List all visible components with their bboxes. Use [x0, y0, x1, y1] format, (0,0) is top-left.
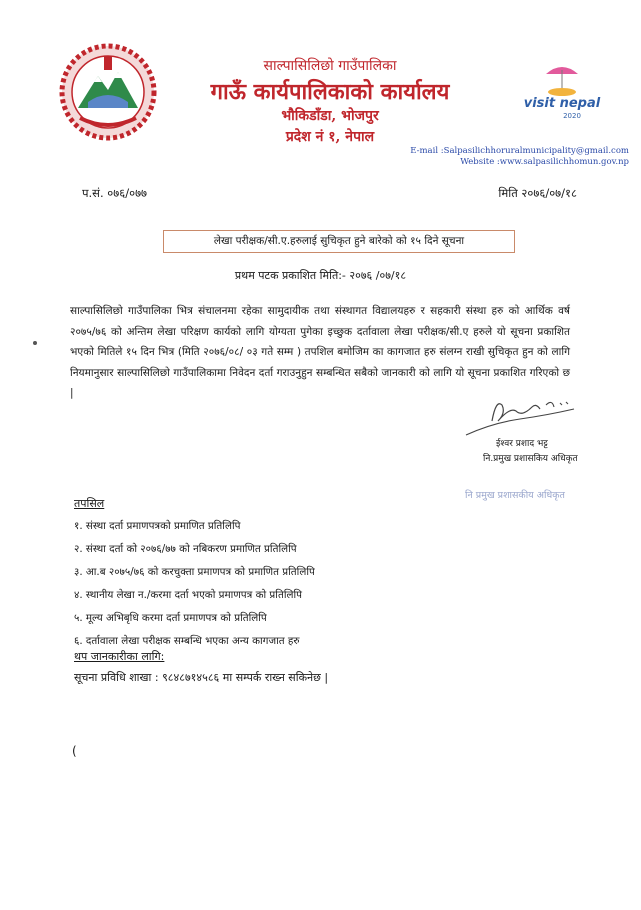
margin-dot: [33, 341, 37, 345]
reference-number: प.सं. ०७६/०७७: [82, 186, 148, 200]
office-location: भौकिडाँडा, भोजपुर: [281, 108, 379, 124]
official-stamp: नि प्रमुख प्रशासकीय अधिकृत: [465, 490, 565, 501]
visit-nepal-logo: [512, 60, 612, 122]
annex-list: [74, 515, 315, 653]
letter-date: मिति २०७६/०७/१८: [498, 186, 577, 200]
notice-title: लेखा परीक्षक/सी.ए.हरुलाई सुचिकृत हुने बारेको को १५ दिने सूचना: [163, 230, 515, 253]
municipality-name: साल्पासिलिछो गाउँपालिका: [263, 58, 397, 74]
website-line: Website :www.salpasilichhomun.gov.np: [460, 157, 629, 167]
stray-mark: (: [72, 744, 77, 758]
annex-item: ५. मूल्य अभिबृधि करमा दर्ता प्रमाणपत्र को प्रतिलिपि: [74, 612, 267, 624]
annex-item: १. संस्था दर्ता प्रमाणपत्रको प्रमाणित प्रतिलिपि: [74, 520, 241, 532]
province-line: प्रदेश नं १, नेपाल: [285, 129, 375, 145]
email-line: E-mail :Salpasilichhoruralmunicipality@gmail.com: [410, 146, 629, 156]
government-emblem-logo: [58, 42, 158, 142]
published-date: प्रथम पटक प्रकाशित मिति:- २०७६ /०७/१८: [234, 269, 407, 282]
handwritten-signature: [462, 393, 580, 441]
signatory-title: नि.प्रमुख प्रशासकिय अधिकृत: [483, 454, 578, 464]
svg-text:visit nepal: visit nepal: [523, 96, 601, 111]
more-info-contact: सूचना प्रविधि शाखा : ९८४८७१४५८६ मा सम्पर्क राख्न सकिनेछ |: [74, 671, 329, 684]
annex-item: ४. स्थानीय लेखा न./करमा दर्ता भएको प्रमाणपत्र को प्रतिलिपि: [74, 589, 302, 601]
annex-item: २. संस्था दर्ता को २०७६/७७ को नबिकरण प्रमाणित प्रतिलिपि: [74, 543, 297, 555]
notice-body: साल्पासिलिछो गाउँपालिका भित्र संचालनमा रहेका सामुदायीक तथा संस्थागत विद्यालयहरु र सहकारी संस्था हरु को आर्थिक वर्ष २०७५/७६ को अन्तिम लेखा परिक्षण कार्यको लागि योग्यता पुगेका इच्छुक दर्तावाला लेखा परीक्षक/सी.ए हरुले यो सूचना प्रकाशित भएको मितिले १५ दिन भित्र (मिति २०७६/०८/ ०३ गते सम्म ) तपशिल बमोजिम का कागजात हरु संलग्न राखी सुचिकृत हुन को लागि नियमानुसार साल्पासिलिछो गाउँपालिकामा निवेदन दर्ता गराउनुहुन सम्बन्धित सबैको जानकारी को लागि यो सूचना प्रकाशित गरिएको छ |: [70, 305, 570, 400]
more-info-heading: थप जानकारीका लागि:: [74, 650, 165, 663]
annex-item: ३. आ.ब २०७५/७६ को करचुक्ता प्रमाणपत्र को प्रमाणित प्रतिलिपि: [74, 566, 315, 578]
svg-text:2020: 2020: [563, 112, 581, 120]
office-title: गाऊँ कार्यपालिकाको कार्यालय: [210, 79, 450, 105]
annex-heading: तपसिल: [74, 497, 105, 510]
annex-item: ६. दर्तावाला लेखा परीक्षक सम्बन्धि भएका अन्य कागजात हरु: [74, 635, 300, 647]
signatory-name: ईश्वर प्रशाद भट्ट: [496, 439, 548, 449]
